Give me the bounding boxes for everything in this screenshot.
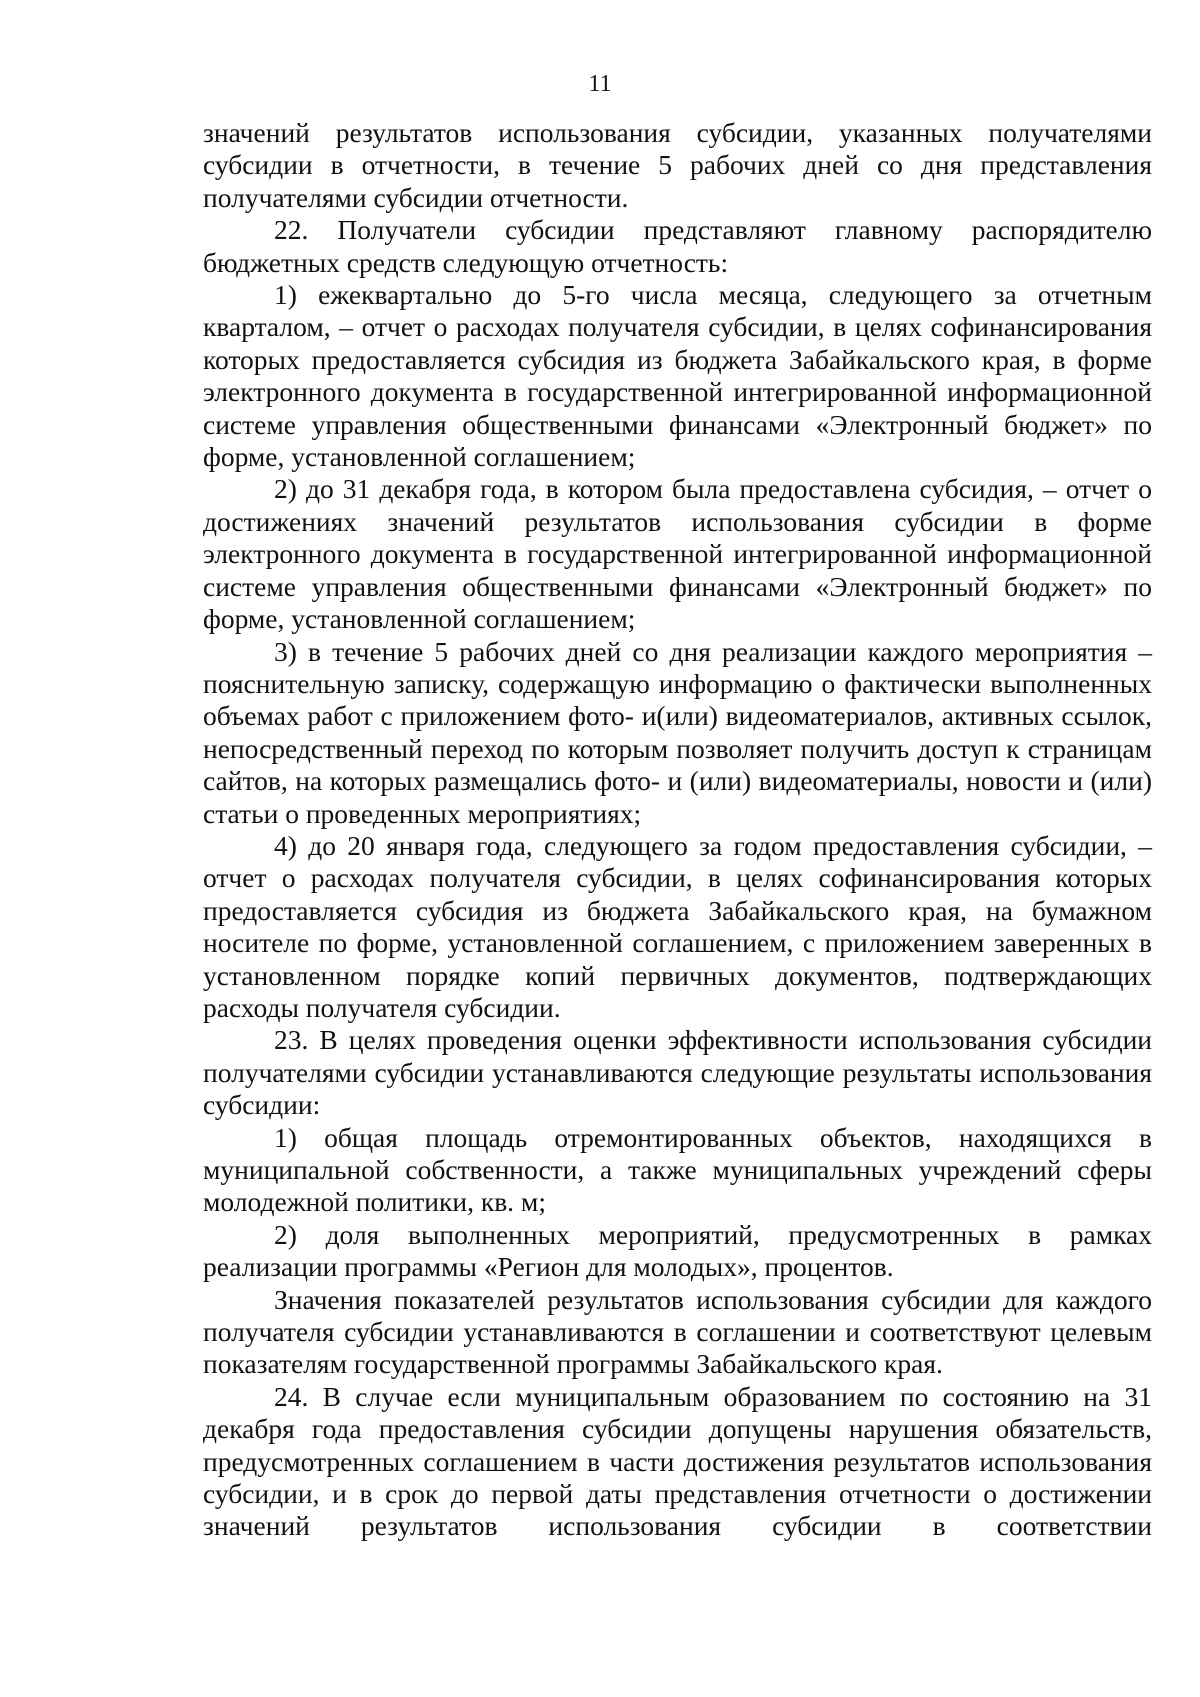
paragraph-item-1-quarterly-report: 1) ежеквартально до 5-го числа месяца, следующего за отчетным кварталом, – отчет о расходах получателя субсидии, в целях софинансирования которых предоставляется субсидия из бюджета Забайкальского края, в форме электронного документа в государственной интегрированной информационной системе управления общественными финансами «Электронный бюджет» по форме, установленной соглашением; <box>203 279 1152 473</box>
paragraph-clause-23: 23. В целях проведения оценки эффективности использования субсидии получателями субсидии устанавливаются следующие результаты использования субсидии: <box>203 1024 1152 1121</box>
paragraph-result-1-area: 1) общая площадь отремонтированных объектов, находящихся в муниципальной собственности, а также муниципальных учреждений сферы молодежной политики, кв. м; <box>203 1121 1152 1218</box>
paragraph-item-3-explanatory-note: 3) в течение 5 рабочих дней со дня реализации каждого мероприятия – пояснительную записку, содержащую информацию о фактически выполненных объемах работ с приложением фото- и(или) видеоматериалов, активных ссылок, непосредственный переход по которым позволяет получить доступ к страницам сайтов, на которых размещались фото- и (или) видеоматериалы, новости и (или) статьи о проведенных мероприятиях; <box>203 635 1152 829</box>
document-body <box>203 117 1152 1543</box>
paragraph-clause-22: 22. Получатели субсидии представляют главному распорядителю бюджетных средств следующую отчетность: <box>203 214 1152 278</box>
paragraph-indicator-values: Значения показателей результатов использования субсидии для каждого получателя субсидии устанавливаются в соглашении и соответствуют целевым показателям государственной программы Забайкальского края. <box>203 1283 1152 1380</box>
paragraph-item-2-annual-report: 2) до 31 декабря года, в котором была предоставлена субсидия, – отчет о достижениях значений результатов использования субсидии в форме электронного документа в государственной интегрированной информационной системе управления общественными финансами «Электронный бюджет» по форме, установленной соглашением; <box>203 473 1152 635</box>
paragraph-item-4-expense-report: 4) до 20 января года, следующего за годом предоставления субсидии, – отчет о расходах получателя субсидии, в целях софинансирования которых предоставляется субсидия из бюджета Забайкальского края, на бумажном носителе по форме, установленной соглашением, с приложением заверенных в установленном порядке копий первичных документов, подтверждающих расходы получателя субсидии. <box>203 829 1152 1023</box>
paragraph-clause-24: 24. В случае если муниципальным образованием по состоянию на 31 декабря года предоставления субсидии допущены нарушения обязательств, предусмотренных соглашением в части достижения результатов использования субсидии, и в срок до первой даты представления отчетности о достижении значений результатов использования субсидии в соответствии <box>203 1380 1152 1542</box>
paragraph-continuation: значений результатов использования субсидии, указанных получателями субсидии в отчетности, в течение 5 рабочих дней со дня представления получателями субсидии отчетности. <box>203 117 1152 213</box>
paragraph-result-2-share: 2) доля выполненных мероприятий, предусмотренных в рамках реализации программы «Регион для молодых», процентов. <box>203 1218 1152 1283</box>
page-number: 11 <box>588 71 612 97</box>
